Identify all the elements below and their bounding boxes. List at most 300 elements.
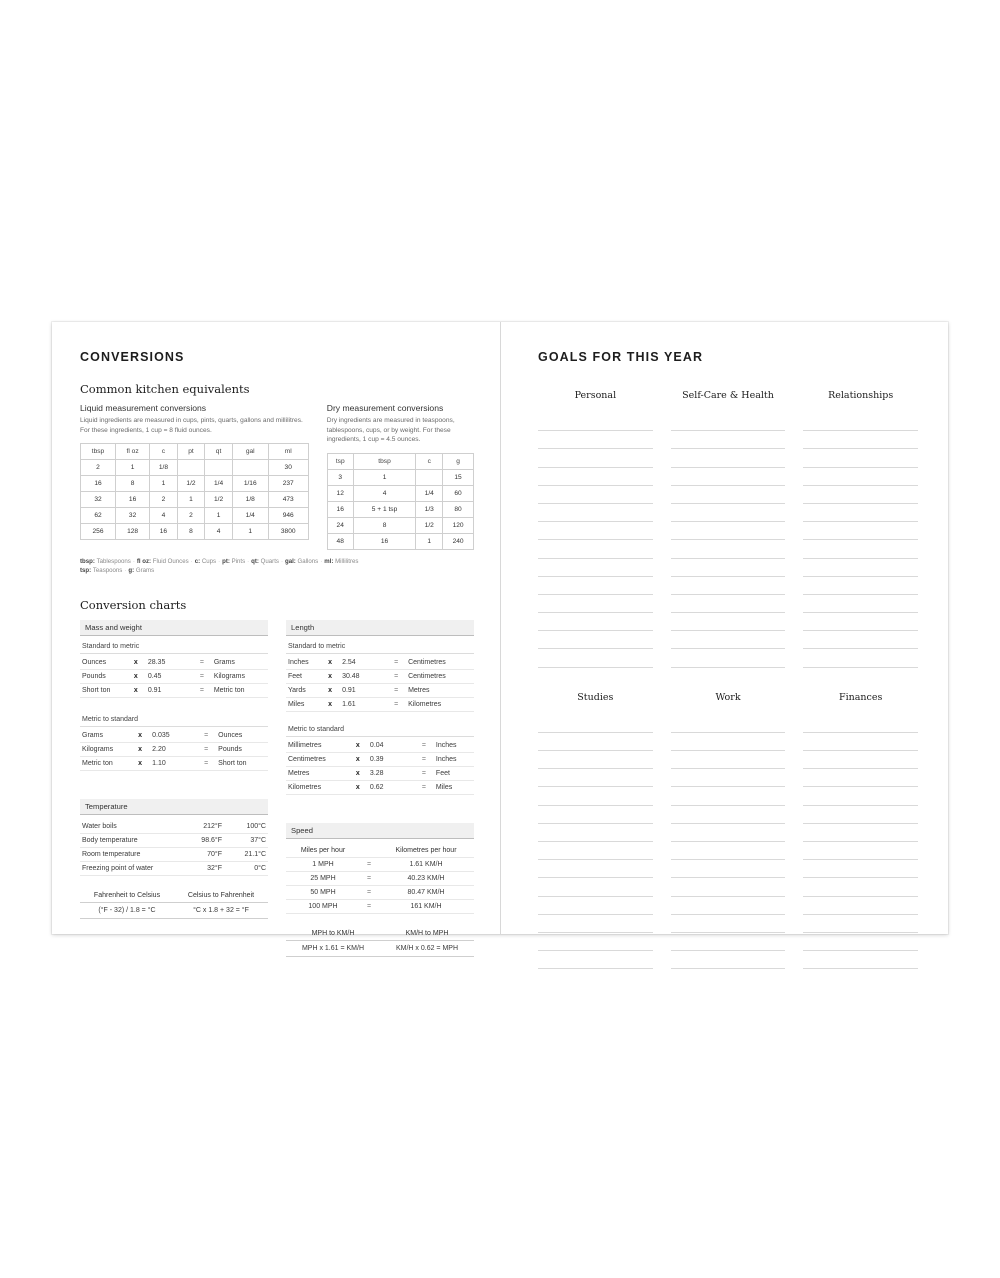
- conversion-cell: Feet: [286, 670, 326, 684]
- table-cell: 240: [443, 533, 474, 549]
- f-to-c-body: (°F - 32) / 1.8 = °C: [80, 903, 174, 919]
- goal-column-heading: Self-Care & Health: [682, 390, 774, 401]
- conversion-cell: Metric ton: [212, 684, 268, 698]
- temperature-row: [80, 820, 268, 834]
- kitchen-equivalents-heading: Common kitchen equivalents: [80, 382, 250, 396]
- speed-cell: =: [360, 872, 378, 886]
- goal-line[interactable]: [671, 733, 786, 751]
- mass-std-to-metric-label: Standard to metric: [80, 641, 268, 654]
- table-cell: 237: [268, 476, 308, 492]
- table-cell: 1: [416, 533, 443, 549]
- liquid-conversions-block: [80, 403, 309, 550]
- goal-line[interactable]: [538, 504, 653, 522]
- speed-row: [286, 872, 474, 886]
- goal-line[interactable]: [803, 449, 918, 467]
- table-cell: 2: [150, 492, 178, 508]
- goal-line[interactable]: [803, 522, 918, 540]
- goal-column: [538, 390, 653, 668]
- conversion-cell: =: [420, 781, 434, 795]
- table-cell: 1/2: [177, 476, 205, 492]
- goal-line[interactable]: [803, 769, 918, 787]
- temperature-cell: 32°F: [178, 862, 224, 876]
- goal-line[interactable]: [538, 449, 653, 467]
- goal-line[interactable]: [671, 577, 786, 595]
- goal-line[interactable]: [803, 413, 918, 431]
- table-cell: 32: [116, 508, 150, 524]
- conversion-cell: 3.28: [368, 767, 420, 781]
- goal-write-lines[interactable]: [803, 715, 918, 970]
- speed-column-header: Miles per hour: [286, 844, 360, 858]
- goal-line[interactable]: [538, 631, 653, 649]
- table-cell: 1: [353, 469, 416, 485]
- conversion-cell: x: [326, 684, 340, 698]
- conversion-cell: =: [392, 684, 406, 698]
- table-cell: 128: [116, 524, 150, 540]
- table-cell: [232, 460, 268, 476]
- column-header: c: [150, 444, 178, 460]
- table-cell: 1: [150, 476, 178, 492]
- legend-abbr: gal:: [284, 557, 298, 565]
- conversion-cell: x: [132, 670, 146, 684]
- goal-line[interactable]: [803, 486, 918, 504]
- conversion-cell: =: [202, 743, 216, 757]
- f-to-c-head: Fahrenheit to Celsius: [80, 892, 174, 903]
- goal-column: [671, 390, 786, 668]
- kmh-to-mph-formula: [380, 930, 474, 957]
- table-cell: 5 + 1 tsp: [353, 501, 416, 517]
- goal-write-lines[interactable]: [538, 715, 653, 970]
- conversion-cell: 1.10: [150, 757, 202, 771]
- goal-write-lines[interactable]: [538, 413, 653, 668]
- liquid-note: Liquid ingredients are measured in cups, pints, quarts, gallons and millilitres. For these ingredients, 1 cup = 8 fluid ounces.: [80, 417, 303, 434]
- goal-line[interactable]: [538, 595, 653, 613]
- legend-word: Pints: [231, 557, 246, 565]
- conversion-cell: Kilometres: [406, 698, 474, 712]
- goal-line[interactable]: [538, 806, 653, 824]
- conversion-cell: Inches: [434, 739, 474, 753]
- table-cell: 256: [81, 524, 116, 540]
- goal-line[interactable]: [671, 468, 786, 486]
- abbreviation-legend: [80, 557, 474, 577]
- right-page-goals: [500, 322, 948, 934]
- goal-line[interactable]: [671, 933, 786, 951]
- goal-line[interactable]: [538, 715, 653, 733]
- table-row: [81, 508, 309, 524]
- temperature-row: [80, 848, 268, 862]
- table-row: [327, 501, 473, 517]
- legend-word: Cups: [201, 557, 217, 565]
- c-to-f-body: °C x 1.8 + 32 = °F: [174, 903, 268, 919]
- temperature-row: [80, 834, 268, 848]
- chart-col-right: [286, 620, 474, 957]
- goal-line[interactable]: [803, 751, 918, 769]
- goal-line[interactable]: [803, 787, 918, 805]
- conversion-row: [80, 729, 268, 743]
- conversion-cell: Short ton: [80, 684, 132, 698]
- conversion-cell: 28.35: [146, 656, 198, 670]
- conversion-cell: =: [202, 729, 216, 743]
- goal-line[interactable]: [671, 878, 786, 896]
- table-cell: 1/2: [416, 517, 443, 533]
- speed-cell: 1 MPH: [286, 858, 360, 872]
- conversion-cell: x: [326, 698, 340, 712]
- conversion-cell: Yards: [286, 684, 326, 698]
- conversion-cell: 0.39: [368, 753, 420, 767]
- goal-line[interactable]: [803, 715, 918, 733]
- temperature-cell: Room temperature: [80, 848, 178, 862]
- table-cell: 24: [327, 517, 353, 533]
- length-metric-to-std-label: Metric to standard: [286, 724, 474, 737]
- conversion-cell: Ounces: [216, 729, 268, 743]
- table-cell: 1: [205, 508, 233, 524]
- table-row: [327, 517, 473, 533]
- goal-line[interactable]: [538, 787, 653, 805]
- table-cell: 30: [268, 460, 308, 476]
- table-cell: 16: [353, 533, 416, 549]
- column-header: qt: [205, 444, 233, 460]
- goal-line[interactable]: [803, 897, 918, 915]
- conversion-cell: Kilograms: [80, 743, 136, 757]
- legend-separator: ·: [124, 567, 127, 575]
- goal-column-heading: Relationships: [828, 390, 894, 401]
- conversion-cell: x: [354, 767, 368, 781]
- mass-metric-to-std-table: [80, 729, 268, 771]
- conversion-cell: =: [392, 670, 406, 684]
- speed-cell: 161 KM/H: [378, 900, 474, 914]
- temperature-cell: 21.1°C: [224, 848, 268, 862]
- goal-line[interactable]: [538, 486, 653, 504]
- column-header: tbsp: [81, 444, 116, 460]
- table-cell: 1: [232, 524, 268, 540]
- goal-line[interactable]: [671, 951, 786, 969]
- goal-line[interactable]: [803, 878, 918, 896]
- goal-line[interactable]: [803, 468, 918, 486]
- legend-separator: ·: [218, 557, 221, 565]
- goal-line[interactable]: [803, 915, 918, 933]
- goal-line[interactable]: [803, 504, 918, 522]
- goal-line[interactable]: [538, 933, 653, 951]
- legend-abbr: tsp:: [80, 567, 93, 575]
- goal-line[interactable]: [538, 915, 653, 933]
- conversion-cell: 2.20: [150, 743, 202, 757]
- mph-to-kmh-body: MPH x 1.61 = KM/H: [286, 941, 380, 957]
- temperature-cell: 212°F: [178, 820, 224, 834]
- table-cell: 62: [81, 508, 116, 524]
- table-cell: [205, 460, 233, 476]
- legend-separator: ·: [132, 557, 135, 565]
- table-row: [81, 476, 309, 492]
- conversion-cell: 30.48: [340, 670, 392, 684]
- table-cell: [416, 469, 443, 485]
- table-cell: 8: [177, 524, 205, 540]
- goals-title: GOALS FOR THIS YEAR: [538, 350, 704, 364]
- goal-line[interactable]: [538, 559, 653, 577]
- table-row: [327, 533, 473, 549]
- goal-line[interactable]: [803, 842, 918, 860]
- goal-line[interactable]: [671, 715, 786, 733]
- table-cell: 120: [443, 517, 474, 533]
- goal-line[interactable]: [671, 504, 786, 522]
- goal-line[interactable]: [671, 787, 786, 805]
- column-header: g: [443, 453, 474, 469]
- goal-line[interactable]: [671, 522, 786, 540]
- conversion-charts-grid: [80, 620, 474, 957]
- table-cell: 4: [353, 485, 416, 501]
- goal-line[interactable]: [671, 915, 786, 933]
- table-header-row: [81, 444, 309, 460]
- goal-line[interactable]: [671, 540, 786, 558]
- conversion-row: [286, 670, 474, 684]
- conversion-cell: Metres: [286, 767, 354, 781]
- mass-std-to-metric-table: [80, 656, 268, 698]
- table-cell: 16: [150, 524, 178, 540]
- goal-line[interactable]: [538, 733, 653, 751]
- goal-line[interactable]: [538, 468, 653, 486]
- conversion-cell: Metric ton: [80, 757, 136, 771]
- conversion-row: [80, 743, 268, 757]
- goal-line[interactable]: [671, 842, 786, 860]
- temperature-cell: Freezing point of water: [80, 862, 178, 876]
- legend-line-2: [80, 566, 474, 576]
- page-title: CONVERSIONS: [80, 350, 185, 364]
- goal-line[interactable]: [803, 951, 918, 969]
- speed-header-row: [286, 844, 474, 858]
- table-cell: 3: [327, 469, 353, 485]
- goal-line[interactable]: [671, 431, 786, 449]
- temperature-cell: 100°C: [224, 820, 268, 834]
- table-cell: 4: [150, 508, 178, 524]
- conversion-row: [80, 757, 268, 771]
- goal-line[interactable]: [671, 751, 786, 769]
- goal-line[interactable]: [671, 613, 786, 631]
- table-row: [81, 492, 309, 508]
- conversion-cell: Metres: [406, 684, 474, 698]
- goal-column: [803, 390, 918, 668]
- goal-line[interactable]: [671, 806, 786, 824]
- goal-line[interactable]: [671, 449, 786, 467]
- conversion-cell: x: [354, 753, 368, 767]
- speed-row: [286, 886, 474, 900]
- goal-line[interactable]: [538, 613, 653, 631]
- legend-line-1: [80, 557, 474, 567]
- goal-line[interactable]: [538, 824, 653, 842]
- conversion-cell: =: [420, 739, 434, 753]
- speed-spacer-header: [360, 844, 378, 858]
- goal-line[interactable]: [671, 413, 786, 431]
- goal-line[interactable]: [803, 806, 918, 824]
- table-row: [81, 524, 309, 540]
- dry-conversions-block: [327, 403, 474, 550]
- speed-row: [286, 900, 474, 914]
- conversion-cell: Kilometres: [286, 781, 354, 795]
- goal-line[interactable]: [671, 595, 786, 613]
- goal-line[interactable]: [671, 486, 786, 504]
- temperature-table: [80, 820, 268, 876]
- table-cell: 1/16: [232, 476, 268, 492]
- goal-line[interactable]: [538, 522, 653, 540]
- goal-line[interactable]: [538, 540, 653, 558]
- mass-weight-title: Mass and weight: [80, 620, 268, 636]
- temperature-formulas: [80, 892, 268, 919]
- conversion-cell: x: [132, 684, 146, 698]
- legend-abbr: tbsp:: [80, 557, 97, 565]
- length-title: Length: [286, 620, 474, 636]
- goal-line[interactable]: [803, 431, 918, 449]
- goal-line[interactable]: [538, 897, 653, 915]
- table-cell: 1: [177, 492, 205, 508]
- speed-title: Speed: [286, 823, 474, 839]
- table-cell: 1/2: [205, 492, 233, 508]
- goal-line[interactable]: [671, 769, 786, 787]
- liquid-conversion-table: [80, 443, 309, 540]
- speed-row: [286, 858, 474, 872]
- legend-separator: ·: [320, 557, 323, 565]
- table-cell: 48: [327, 533, 353, 549]
- goal-line[interactable]: [538, 860, 653, 878]
- goal-line[interactable]: [538, 842, 653, 860]
- legend-abbr: fl oz:: [136, 557, 153, 565]
- goal-line[interactable]: [803, 933, 918, 951]
- goal-line[interactable]: [803, 595, 918, 613]
- conversion-cell: =: [392, 656, 406, 670]
- legend-abbr: c:: [194, 557, 202, 565]
- conversion-cell: x: [326, 670, 340, 684]
- mph-to-kmh-formula: [286, 930, 380, 957]
- speed-cell: =: [360, 886, 378, 900]
- conversion-cell: Grams: [212, 656, 268, 670]
- goal-line[interactable]: [803, 559, 918, 577]
- table-cell: [177, 460, 205, 476]
- mass-metric-to-std-label: Metric to standard: [80, 714, 268, 727]
- goal-line[interactable]: [671, 860, 786, 878]
- mph-to-kmh-head: MPH to KM/H: [286, 930, 380, 941]
- goal-line[interactable]: [671, 824, 786, 842]
- speed-cell: 25 MPH: [286, 872, 360, 886]
- goal-line[interactable]: [538, 649, 653, 667]
- conversion-cell: x: [132, 656, 146, 670]
- legend-abbr: g:: [128, 567, 136, 575]
- table-cell: 3800: [268, 524, 308, 540]
- table-cell: 8: [116, 476, 150, 492]
- conversion-cell: x: [136, 729, 150, 743]
- goal-line[interactable]: [803, 631, 918, 649]
- conversion-cell: 0.45: [146, 670, 198, 684]
- speed-cell: =: [360, 858, 378, 872]
- conversion-cell: Miles: [434, 781, 474, 795]
- table-cell: 1/8: [232, 492, 268, 508]
- conversion-cell: =: [198, 684, 212, 698]
- conversion-cell: x: [326, 656, 340, 670]
- goal-write-lines[interactable]: [803, 413, 918, 668]
- goal-write-lines[interactable]: [671, 715, 786, 970]
- table-cell: 1/8: [150, 460, 178, 476]
- conversion-cell: 0.91: [340, 684, 392, 698]
- speed-cell: 50 MPH: [286, 886, 360, 900]
- goal-line[interactable]: [803, 860, 918, 878]
- chart-col-left: [80, 620, 268, 957]
- conversion-cell: 0.62: [368, 781, 420, 795]
- conversion-row: [286, 739, 474, 753]
- conversion-cell: x: [136, 743, 150, 757]
- goal-line[interactable]: [538, 577, 653, 595]
- goal-line[interactable]: [803, 824, 918, 842]
- goal-line[interactable]: [803, 613, 918, 631]
- conversion-row: [286, 656, 474, 670]
- goal-line[interactable]: [803, 540, 918, 558]
- left-page-conversions: [52, 322, 500, 953]
- speed-cell: 1.61 KM/H: [378, 858, 474, 872]
- speed-cell: 80.47 KM/H: [378, 886, 474, 900]
- column-header: ml: [268, 444, 308, 460]
- column-header: tbsp: [353, 453, 416, 469]
- goal-line[interactable]: [671, 649, 786, 667]
- goal-line[interactable]: [803, 733, 918, 751]
- conversion-cell: =: [420, 753, 434, 767]
- goal-line[interactable]: [803, 577, 918, 595]
- legend-separator: ·: [280, 557, 283, 565]
- conversion-row: [286, 781, 474, 795]
- kitchen-tables: [80, 403, 474, 550]
- conversion-row: [80, 670, 268, 684]
- conversion-cell: x: [136, 757, 150, 771]
- table-cell: 32: [81, 492, 116, 508]
- goal-line[interactable]: [538, 769, 653, 787]
- temperature-cell: Water boils: [80, 820, 178, 834]
- legend-abbr: ml:: [324, 557, 336, 565]
- goal-line[interactable]: [538, 751, 653, 769]
- goal-column-heading: Finances: [839, 691, 883, 703]
- goal-line[interactable]: [538, 413, 653, 431]
- conversion-cell: Feet: [434, 767, 474, 781]
- table-cell: 15: [443, 469, 474, 485]
- temperature-cell: 37°C: [224, 834, 268, 848]
- goal-line[interactable]: [538, 431, 653, 449]
- legend-word: Fluid Ounces: [152, 557, 189, 565]
- speed-table: [286, 844, 474, 914]
- goal-line[interactable]: [538, 878, 653, 896]
- table-cell: 16: [81, 476, 116, 492]
- conversion-row: [286, 753, 474, 767]
- legend-separator: ·: [190, 557, 193, 565]
- conversion-cell: =: [198, 670, 212, 684]
- kmh-to-mph-head: KM/H to MPH: [380, 930, 474, 941]
- conversion-row: [286, 767, 474, 781]
- conversion-cell: Ounces: [80, 656, 132, 670]
- table-cell: 1/4: [416, 485, 443, 501]
- goal-line[interactable]: [671, 897, 786, 915]
- conversion-cell: 0.04: [368, 739, 420, 753]
- conversion-row: [80, 656, 268, 670]
- conversion-cell: x: [354, 739, 368, 753]
- conversion-cell: Centimetres: [406, 656, 474, 670]
- speed-column-header: Kilometres per hour: [378, 844, 474, 858]
- dry-conversion-table: [327, 453, 474, 550]
- f-to-c-formula: [80, 892, 174, 919]
- conversion-cell: =: [392, 698, 406, 712]
- goal-line[interactable]: [671, 559, 786, 577]
- goal-write-lines[interactable]: [671, 413, 786, 668]
- goal-line[interactable]: [671, 631, 786, 649]
- conversion-row: [80, 684, 268, 698]
- legend-word: Tablespoons: [96, 557, 131, 565]
- goal-line[interactable]: [803, 649, 918, 667]
- table-cell: 16: [327, 501, 353, 517]
- length-std-to-metric-label: Standard to metric: [286, 641, 474, 654]
- table-cell: 473: [268, 492, 308, 508]
- goal-line[interactable]: [538, 951, 653, 969]
- legend-word: Teaspoons: [92, 567, 123, 575]
- conversion-cell: x: [354, 781, 368, 795]
